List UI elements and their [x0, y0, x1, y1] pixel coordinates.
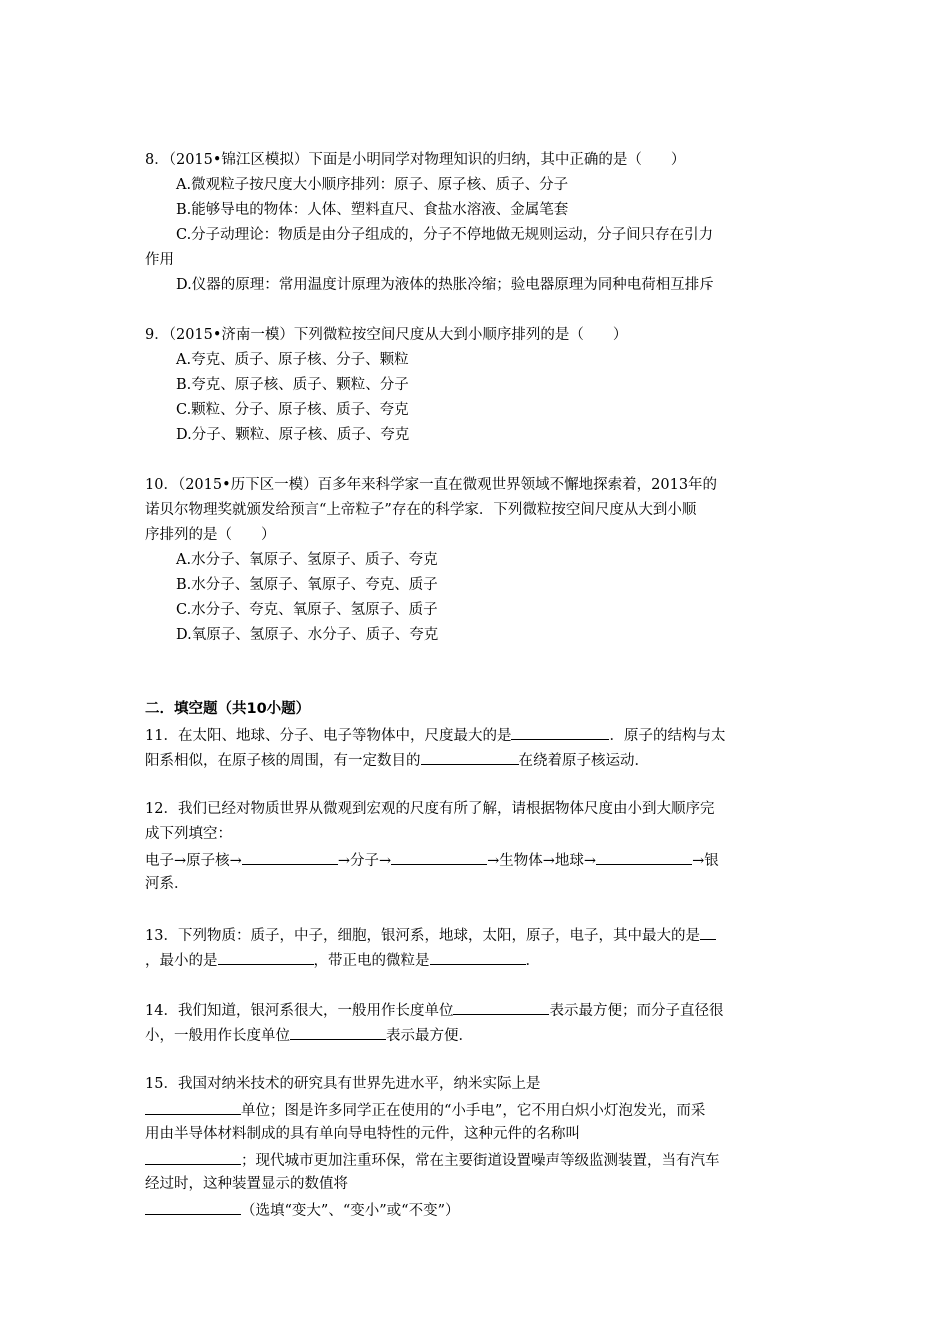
q13-line-2 [145, 949, 540, 971]
fill-blank[interactable] [430, 949, 526, 965]
q13-text-3: ，带正电的微粒是 [313, 953, 430, 969]
q10-option-b: B.水分子、氢原子、氧原子、夸克、质子 [176, 577, 438, 593]
q9-stem: 9．（2015•济南一模）下列微粒按空间尺度从大到小顺序排列的是（ ） [145, 327, 628, 343]
q10-option-c: C.水分子、夸克、氧原子、氢原子、质子 [176, 602, 438, 618]
q8-option-d: D.仪器的原理：常用温度计原理为液体的热胀冷缩；验电器原理为同种电荷相互排斥 [176, 277, 714, 293]
q15-line-6 [145, 1199, 459, 1221]
q15-line-5: 经过时，这种装置显示的数值将 [145, 1176, 348, 1192]
q10-option-d: D.氧原子、氢原子、水分子、质子、夸克 [176, 627, 439, 643]
q11-text-1: 11．在太阳、地球、分子、电子等物体中，尺度最大的是 [145, 728, 512, 744]
q11-text-4: 在绕着原子核运动． [518, 753, 649, 769]
q15-line-1: 15．我国对纳米技术的研究具有世界先进水平，纳米实际上是 [145, 1076, 541, 1092]
fill-blank[interactable] [145, 1149, 241, 1165]
q11-text-2: ．原子的结构与太 [609, 728, 726, 744]
q12-line-2: 成下列填空： [145, 826, 232, 842]
q14-text-2: 表示最方便；而分子直径很 [549, 1003, 724, 1019]
q8-option-b: B.能够导电的物体：人体、塑料直尺、食盐水溶液、金属笔套 [176, 202, 569, 218]
q14-line-1 [145, 999, 723, 1021]
fill-blank[interactable] [700, 924, 716, 940]
q11-line-1 [145, 724, 725, 746]
q8-option-c: C.分子动理论：物质是由分子组成的，分子不停地做无规则运动，分子间只存在引力 [176, 227, 714, 243]
q10-stem-1: 10．（2015•历下区一模）百多年来科学家一直在微观世界领域不懈地探索着，2013年的 [145, 477, 718, 493]
q11-line-2 [145, 749, 649, 771]
q9-option-c: C.颗粒、分子、原子核、质子、夸克 [176, 402, 409, 418]
q10-stem-3: 序排列的是（ ） [145, 527, 276, 543]
q15-text-4: ；现代城市更加注重环保，常在主要街道设置噪声等级监测装置，当有汽车 [241, 1153, 720, 1169]
q12-seq-3: →生物体→地球→ [487, 853, 597, 869]
q12-seq-4: →银 [692, 853, 719, 869]
fill-blank[interactable] [218, 949, 314, 965]
q13-text-4: ． [525, 953, 540, 969]
fill-blank[interactable] [242, 849, 338, 865]
q14-text-1: 14．我们知道，银河系很大，一般用作长度单位 [145, 1003, 454, 1019]
q15-line-2 [145, 1099, 705, 1121]
q8-option-a: A.微观粒子按尺度大小顺序排列：原子、原子核、质子、分子 [176, 177, 569, 193]
q13-text-2: ，最小的是 [145, 953, 218, 969]
q9-option-b: B.夸克、原子核、质子、颗粒、分子 [176, 377, 409, 393]
q10-option-a: A.水分子、氧原子、氢原子、质子、夸克 [176, 552, 438, 568]
fill-blank[interactable] [391, 849, 487, 865]
q8-stem: 8．（2015•锦江区模拟）下面是小明同学对物理知识的归纳，其中正确的是（ ） [145, 152, 686, 168]
fill-blank[interactable] [453, 999, 549, 1015]
q10-stem-2: 诺贝尔物理奖就颁发给预言“上帝粒子”存在的科学家．下列微粒按空间尺度从大到小顺 [145, 502, 697, 518]
q8-option-c-cont: 作用 [145, 252, 174, 268]
q12-line-4: 河系． [145, 876, 189, 892]
fill-blank[interactable] [511, 724, 609, 740]
section-title: 二．填空题（共10小题） [145, 701, 311, 717]
q9-option-a: A.夸克、质子、原子核、分子、颗粒 [176, 352, 409, 368]
q12-line-3 [145, 849, 719, 871]
q9-option-d: D.分子、颗粒、原子核、质子、夸克 [176, 427, 410, 443]
fill-blank[interactable] [290, 1024, 386, 1040]
q12-seq-1: 电子→原子核→ [145, 853, 242, 869]
q15-line-3: 用由半导体材料制成的具有单向导电特性的元件，这种元件的名称叫 [145, 1126, 580, 1142]
q15-text-2: 单位；图是许多同学正在使用的“小手电”，它不用白炽小灯泡发光，而采 [241, 1103, 706, 1119]
q12-seq-2: →分子→ [337, 853, 392, 869]
fill-blank[interactable] [145, 1099, 241, 1115]
q13-text-1: 13．下列物质：质子，中子，细胞，银河系，地球，太阳，原子，电子，其中最大的是 [145, 928, 700, 944]
fill-blank[interactable] [145, 1199, 241, 1215]
q14-text-4: 表示最方便． [386, 1028, 473, 1044]
q14-text-3: 小，一般用作长度单位 [145, 1028, 290, 1044]
q15-text-6: （选填“变大”、“变小”或“不变”） [241, 1203, 460, 1219]
q11-text-3: 阳系相似，在原子核的周围，有一定数目的 [145, 753, 421, 769]
fill-blank[interactable] [421, 749, 519, 765]
fill-blank[interactable] [596, 849, 692, 865]
q14-line-2 [145, 1024, 473, 1046]
q13-line-1 [145, 924, 716, 946]
q15-line-4 [145, 1149, 720, 1171]
q12-line-1: 12．我们已经对物质世界从微观到宏观的尺度有所了解，请根据物体尺度由小到大顺序完 [145, 801, 715, 817]
